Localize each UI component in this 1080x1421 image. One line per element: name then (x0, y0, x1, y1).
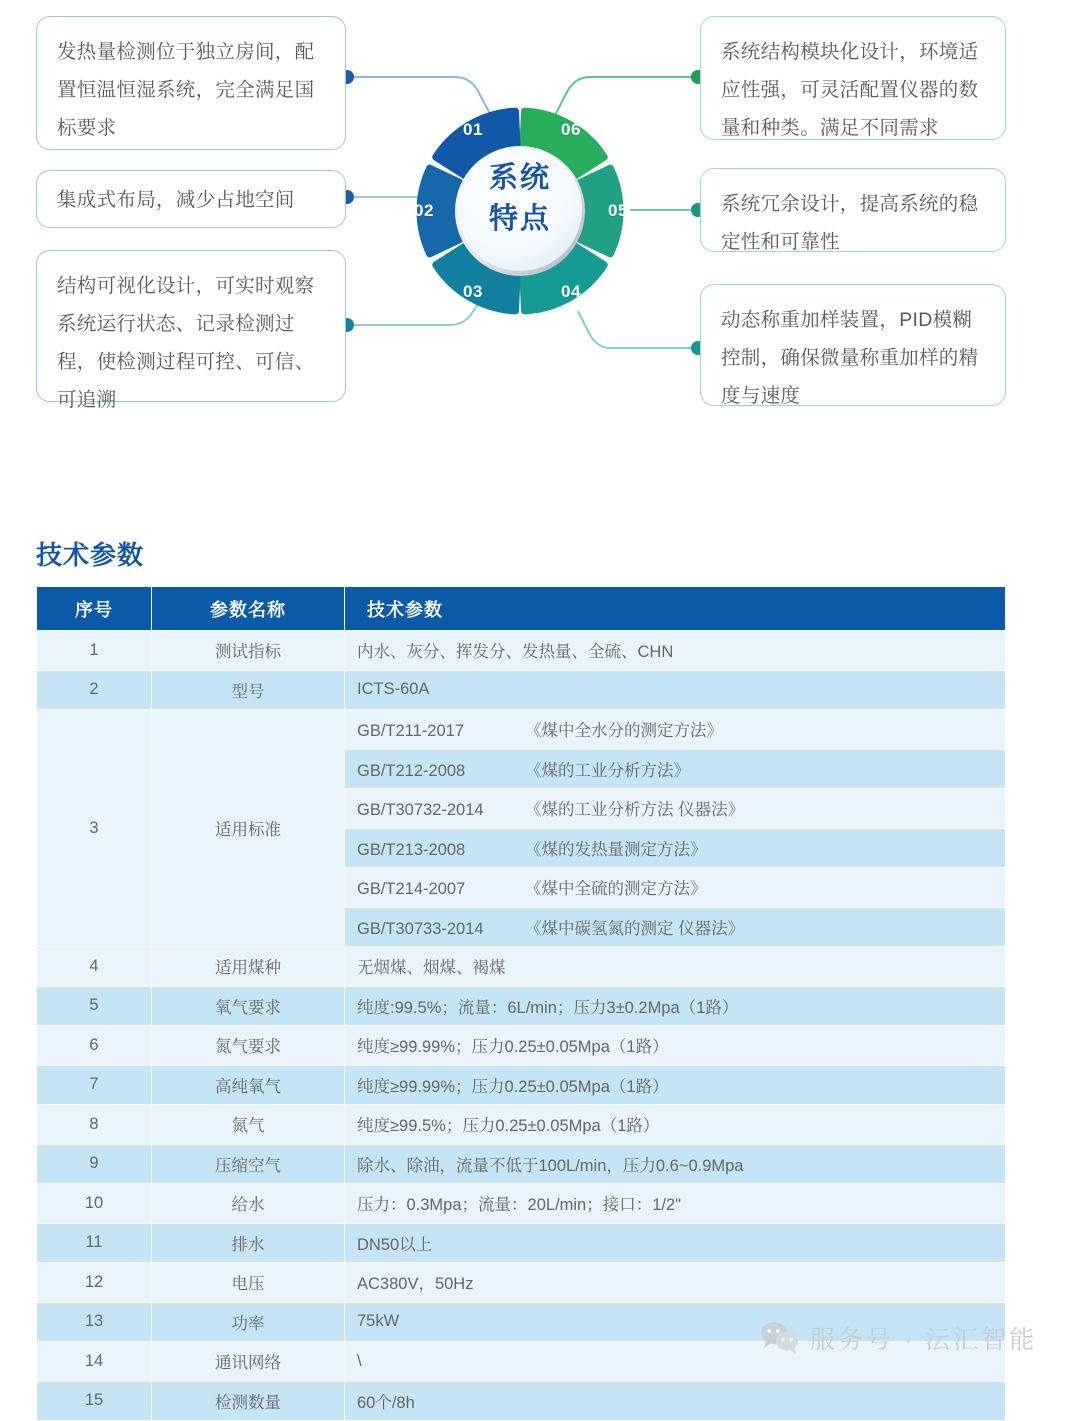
table-cell-standard (345, 789, 1006, 829)
table-cell-value: ICTS-60A (345, 670, 1006, 710)
table-row (37, 631, 1006, 671)
table-cell-standard (345, 749, 1006, 789)
system-features-diagram (0, 0, 1080, 470)
table-cell-no: 13 (37, 1302, 152, 1342)
table-row (37, 1184, 1006, 1224)
table-cell-name: 通讯网络 (152, 1342, 345, 1382)
table-cell-standard (345, 710, 1006, 750)
hub-title-line1: 系统 (488, 162, 551, 194)
table-row (37, 947, 1006, 987)
table-cell-name: 压缩空气 (152, 1144, 345, 1184)
donut-label-04: 04 (561, 282, 581, 301)
section-title: 技术参数 (36, 540, 145, 570)
donut-label-06: 06 (561, 120, 581, 139)
standard-title: 《煤中全硫的测定方法》 (525, 880, 707, 899)
table-cell-no: 10 (37, 1184, 152, 1224)
table-cell-standard (345, 828, 1006, 868)
table-cell-value: 纯度≥99.99%；压力0.25±0.05Mpa（1路） (345, 1026, 1006, 1066)
table-cell-no: 14 (37, 1342, 152, 1382)
table-cell-no: 15 (37, 1381, 152, 1421)
table-cell-name: 排水 (152, 1223, 345, 1263)
table-header-no: 序号 (37, 587, 152, 631)
standard-title: 《煤的发热量测定方法》 (525, 840, 707, 859)
technical-parameters-table (36, 586, 1006, 1421)
standard-code: GB/T30733-2014 (357, 919, 484, 938)
table-row (37, 986, 1006, 1026)
feature-card-04: 动态称重加样装置，PID模糊控制，确保微量称重加样的精度与速度 (700, 284, 1006, 406)
table-cell-value: 纯度≥99.5%；压力0.25±0.05Mpa（1路） (345, 1105, 1006, 1145)
table-cell-no: 1 (37, 631, 152, 671)
table-cell-name: 检测数量 (152, 1381, 345, 1421)
table-cell-no: 3 (37, 710, 152, 947)
table-cell-name: 测试指标 (152, 631, 345, 671)
standard-title: 《煤中全水分的测定方法》 (525, 722, 723, 741)
table-cell-name: 氮气 (152, 1105, 345, 1145)
connector-04 (578, 311, 698, 348)
donut-label-02: 02 (414, 201, 434, 220)
standard-code: GB/T213-2008 (357, 840, 466, 859)
table-cell-value: 75kW (345, 1302, 1006, 1342)
table-cell-no: 7 (37, 1065, 152, 1105)
standard-code: GB/T212-2008 (357, 761, 466, 780)
table-cell-no: 11 (37, 1223, 152, 1263)
hub-title-line2: 特点 (488, 203, 551, 235)
feature-card-02: 集成式布局，减少占地空间 (36, 170, 346, 228)
table-cell-name: 功率 (152, 1302, 345, 1342)
table-cell-name: 型号 (152, 670, 345, 710)
table-row (37, 1026, 1006, 1066)
table-cell-no: 9 (37, 1144, 152, 1184)
table-row (37, 1144, 1006, 1184)
table-cell-value: DN50以上 (345, 1223, 1006, 1263)
table-cell-no: 4 (37, 947, 152, 987)
table-cell-value: 内水、灰分、挥发分、发热量、全硫、CHN (345, 631, 1006, 671)
table-row (37, 1263, 1006, 1303)
table-row (37, 1381, 1006, 1421)
standard-title: 《煤的工业分析方法》 (525, 761, 690, 780)
feature-card-06: 系统结构模块化设计，环境适应性强，可灵活配置仪器的数量和种类。满足不同需求 (700, 16, 1006, 140)
feature-card-03: 结构可视化设计，可实时观察系统运行状态、记录检测过程，使检测过程可控、可信、可追溯 (36, 250, 346, 402)
table-body (37, 631, 1006, 1421)
donut-label-05: 05 (608, 201, 628, 220)
table-row (37, 670, 1006, 710)
table-cell-name: 适用煤种 (152, 947, 345, 987)
table-cell-value: 除水、除油，流量不低于100L/min，压力0.6~0.9Mpa (345, 1144, 1006, 1184)
table-cell-standard (345, 907, 1006, 947)
table-header-row (37, 587, 1006, 631)
table-cell-value: 纯度≥99.99%；压力0.25±0.05Mpa（1路） (345, 1065, 1006, 1105)
table-row (37, 1302, 1006, 1342)
donut-label-01: 01 (463, 120, 483, 139)
standard-title: 《煤中碳氢氮的测定 仪器法》 (525, 919, 745, 938)
table-row (37, 1342, 1006, 1382)
table-row (37, 1105, 1006, 1145)
table-cell-value: \ (345, 1342, 1006, 1382)
table-cell-standard (345, 868, 1006, 908)
table-cell-name: 给水 (152, 1184, 345, 1224)
table-header-name: 参数名称 (152, 587, 345, 631)
table-cell-no: 12 (37, 1263, 152, 1303)
table-cell-name: 氮气要求 (152, 1026, 345, 1066)
table-row (37, 1223, 1006, 1263)
feature-card-05: 系统冗余设计，提高系统的稳定性和可靠性 (700, 168, 1006, 252)
table-cell-name: 氧气要求 (152, 986, 345, 1026)
standard-title: 《煤的工业分析方法 仪器法》 (525, 801, 745, 820)
hub-title (462, 158, 578, 240)
table-header-value: 技术参数 (345, 587, 1006, 631)
standard-code: GB/T30732-2014 (357, 801, 484, 820)
table-cell-no: 2 (37, 670, 152, 710)
table-cell-no: 6 (37, 1026, 152, 1066)
feature-card-01: 发热量检测位于独立房间，配置恒温恒湿系统，完全满足国标要求 (36, 16, 346, 150)
watermark-text: 服务号 · 沄汇智能 (810, 1326, 1038, 1354)
table-cell-value: 纯度:99.5%；流量：6L/min；压力3±0.2Mpa（1路） (345, 986, 1006, 1026)
table-cell-no: 8 (37, 1105, 152, 1145)
standard-code: GB/T211-2017 (357, 722, 465, 741)
table-cell-value: AC380V，50Hz (345, 1263, 1006, 1303)
table-cell-name: 高纯氧气 (152, 1065, 345, 1105)
table-cell-value: 60个/8h (345, 1381, 1006, 1421)
table-cell-no: 5 (37, 986, 152, 1026)
table-cell-name: 电压 (152, 1263, 345, 1303)
table-cell-name: 适用标准 (152, 710, 345, 947)
table-row (37, 710, 1006, 750)
table-cell-value: 无烟煤、烟煤、褐煤 (345, 947, 1006, 987)
table-cell-value: 压力：0.3Mpa；流量：20L/min；接口：1/2" (345, 1184, 1006, 1224)
standard-code: GB/T214-2007 (357, 880, 466, 899)
table-row (37, 1065, 1006, 1105)
donut-label-03: 03 (463, 282, 483, 301)
